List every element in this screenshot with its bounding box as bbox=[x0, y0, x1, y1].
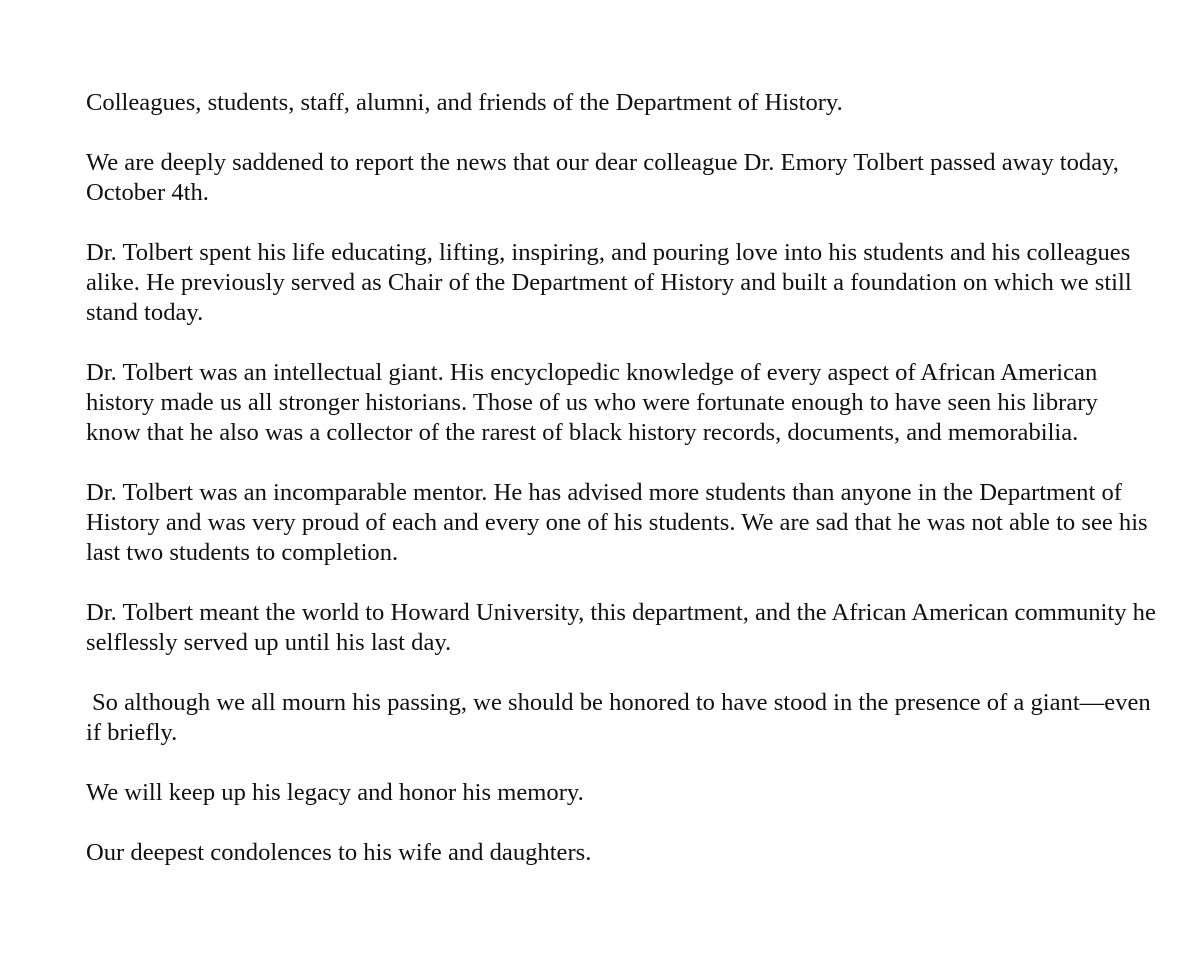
legacy-paragraph: We will keep up his legacy and honor his memory. bbox=[86, 779, 584, 806]
intellect-paragraph: Dr. Tolbert was an intellectual giant. His encyclopedic knowledge of every aspect of African American history made us all stronger historians. Those of us who were fortunate enough to have seen his library know that he also was a collector of the rarest of black history records, documents, and memorabilia. bbox=[86, 359, 1098, 446]
mentor-paragraph: Dr. Tolbert was an incomparable mentor. He has advised more students than anyone in the Department of History and was very proud of each and every one of his students. We are sad that he was not able to see his last two students to completion. bbox=[86, 479, 1148, 566]
memorial-letter bbox=[86, 88, 1156, 898]
announcement-paragraph: We are deeply saddened to report the news that our dear colleague Dr. Emory Tolbert passed away today, October 4th. bbox=[86, 149, 1119, 206]
salutation-paragraph: Colleagues, students, staff, alumni, and friends of the Department of History. bbox=[86, 89, 843, 116]
mourning-paragraph: So although we all mourn his passing, we should be honored to have stood in the presence of a giant—even if briefly. bbox=[86, 689, 1151, 746]
service-paragraph: Dr. Tolbert meant the world to Howard University, this department, and the African American community he selflessly served up until his last day. bbox=[86, 599, 1156, 656]
condolences-paragraph: Our deepest condolences to his wife and daughters. bbox=[86, 839, 592, 866]
life-summary-paragraph: Dr. Tolbert spent his life educating, lifting, inspiring, and pouring love into his students and his colleagues alike. He previously served as Chair of the Department of History and built a foundation on which we still stand today. bbox=[86, 239, 1132, 326]
